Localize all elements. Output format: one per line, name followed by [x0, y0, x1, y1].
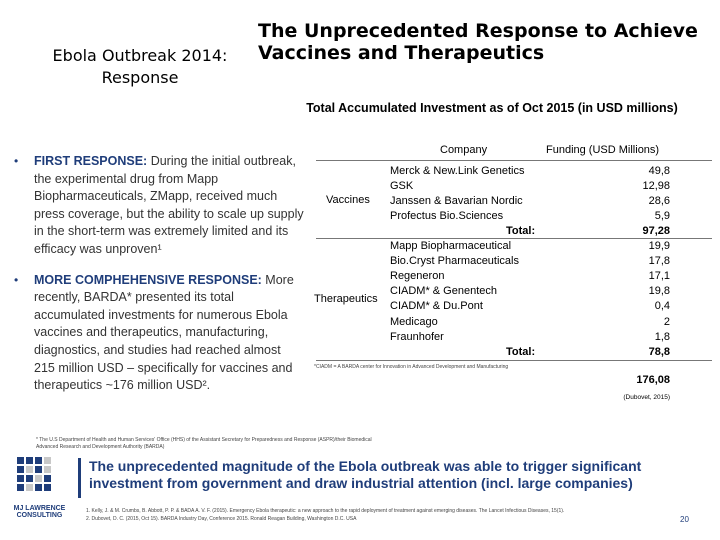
table-cell-funding: 19,8	[648, 285, 670, 297]
bullet-first-response	[14, 153, 304, 259]
table-cell-funding: 49,8	[648, 165, 670, 177]
logo-text: MJ LAWRENCE CONSULTING	[13, 505, 66, 519]
bottom-rule	[316, 360, 712, 361]
table-cell-company: Profectus Bio.Sciences	[390, 210, 504, 222]
col-header-company: Company	[440, 144, 488, 156]
group-label-vaccines: Vaccines	[326, 194, 370, 206]
table-cell-company: CIADM* & Genentech	[390, 285, 497, 297]
bullet-text: More recently, BARDA* presented its total accumulated investments for numerous Ebola vaccines and therapeutics, manufacturing, diagnostics, and studies had reached almost 215 million USD – specifically for vaccines and therapeutics ~176 million USD².	[34, 272, 294, 393]
table-cell-company: Janssen & Bavarian Nordic	[390, 195, 523, 207]
reference-item: 2. Dubovet, D. C. (2015, Oct 15). BARDA Industry Day, Conference 2015. Ronald Reagan Building, Washington D.C. USA	[86, 516, 357, 522]
table-cell-funding: 17,8	[648, 255, 670, 267]
table-cell-company: CIADM* & Du.Pont	[390, 300, 483, 312]
vaccines-total-label: Total:	[506, 225, 536, 237]
table-cell-company: Fraunhofer	[390, 331, 444, 343]
bullet-icon: •	[14, 272, 19, 287]
grand-total-value: 176,08	[636, 374, 670, 386]
table-cell-company: Mapp Biopharmaceutical	[390, 240, 512, 252]
table-cell-funding: 1,8	[654, 331, 670, 343]
group-label-therapeutics: Therapeutics	[314, 293, 378, 305]
bullet-heading: MORE COMPHEHENSIVE RESPONSE:	[34, 272, 262, 287]
section-label: Ebola Outbreak 2014: Response	[52, 46, 228, 87]
table-cell-company: Merck & New.Link Genetics	[390, 165, 525, 177]
bullet-icon: •	[14, 154, 19, 168]
logo-icon	[7, 453, 72, 503]
table-cell-funding: 5,9	[654, 210, 670, 222]
reference-item: 1. Kelly, J. & M. Crumbs, B. Abbott, P. P. & BADA A. V. F. (2015). Emergency Ebola therapeutic: a new approach to the rapid deployment of treatment against emerging diseases. The Lancet Infectious Diseases, 15(1).	[86, 508, 565, 514]
bullet-list	[14, 153, 304, 408]
table-cell-company: Regeneron	[390, 270, 445, 282]
table-cell-funding: 19,9	[648, 240, 670, 252]
therapeutics-total-value: 78,8	[648, 346, 670, 358]
therapeutics-total-label: Total:	[506, 346, 536, 358]
table-cell-funding: 12,98	[642, 180, 670, 192]
table-cell-funding: 0,4	[654, 300, 670, 312]
references	[86, 507, 686, 523]
funding-table	[310, 140, 710, 380]
table-cell-funding: 28,6	[648, 195, 670, 207]
key-message: The unprecedented magnitude of the Ebola outbreak was able to trigger significant investment from government and draw industrial attention (incl. large companies)	[78, 458, 699, 498]
bullet-heading: FIRST RESPONSE:	[34, 154, 148, 168]
table-cell-company: GSK	[390, 180, 414, 192]
ciadm-footnote: *CIADM = A BARDA center for Innovation in Advanced Development and Manufacturing	[314, 364, 509, 370]
header-rule	[316, 160, 712, 161]
table-cell-company: Medicago	[390, 316, 438, 328]
barda-footnote: * The U.S Department of Health and Human Services' Office (HHS) of the Assistant Secretary for Preparedness and Response (ASPR)/their Biomedical Advanced Research and Development Authority (BARDA)	[36, 437, 372, 450]
page-title: The Unprecedented Response to Achieve Vaccines and Therapeutics	[258, 20, 698, 64]
vaccines-total-value: 97,28	[642, 225, 670, 237]
bullet-comprehensive-response	[14, 272, 304, 395]
table-title: Total Accumulated Investment as of Oct 2015 (in USD millions)	[306, 101, 678, 115]
table-cell-funding: 2	[663, 316, 670, 328]
table-cell-company: Bio.Cryst Pharmaceuticals	[390, 255, 519, 267]
bullet-text: During the initial outbreak, the experimental drug from Mapp Biopharmaceuticals, ZMapp, received much press coverage, but the ability to scale up supply in the short-term was extremely limited and its efficacy was unproven¹	[34, 154, 304, 256]
table-cell-funding: 17,1	[648, 270, 670, 282]
source-citation: (Dubovet, 2015)	[623, 394, 670, 401]
page-number: 20	[680, 515, 689, 524]
col-header-funding: Funding (USD Millions)	[546, 144, 660, 156]
